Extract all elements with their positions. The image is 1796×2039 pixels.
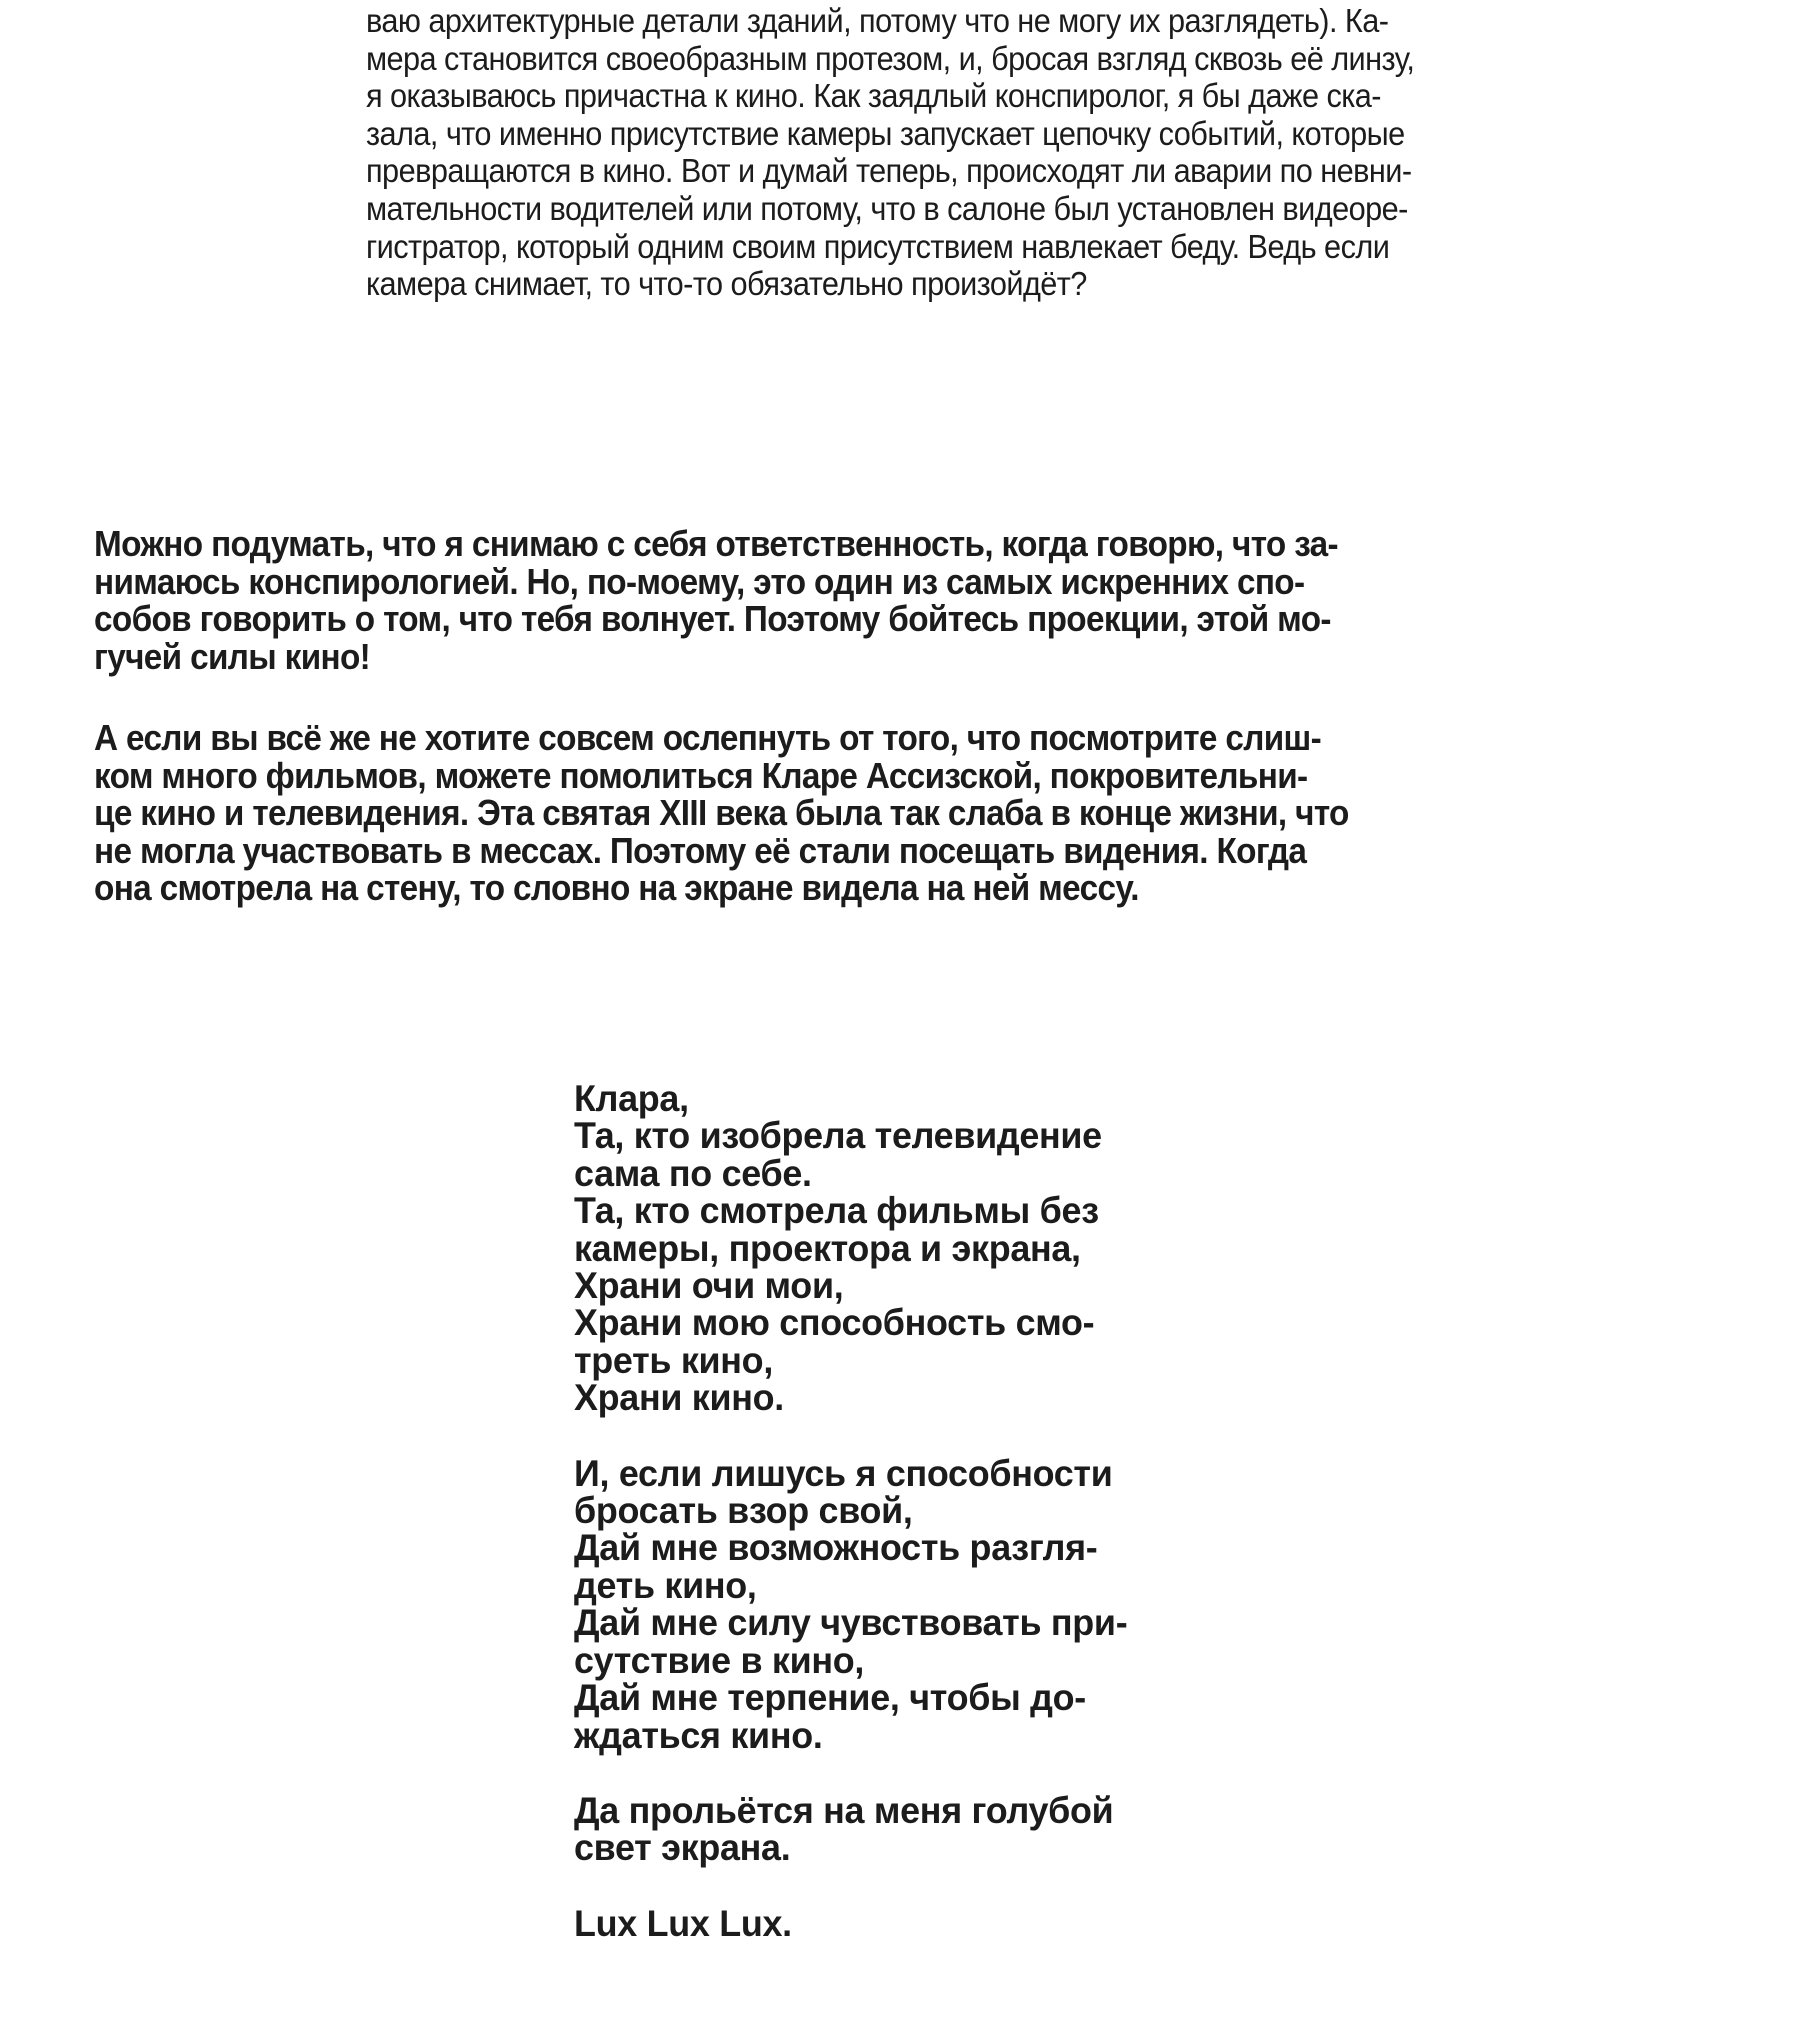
prayer-stanza — [574, 1789, 1214, 1869]
prayer-stanza — [574, 1452, 1214, 1756]
prayer-line: Да прольётся на меня голубой — [574, 1789, 1114, 1831]
text-line: нимаюсь конспирологией. Но, по-моему, это один из самых искренних спо- — [94, 560, 1305, 602]
prayer-line: Дай мне возможность разгля- — [574, 1527, 1098, 1569]
prayer-line: Храни очи мои, — [574, 1265, 844, 1307]
prayer-line: треть кино, — [574, 1339, 774, 1381]
text-line: мера становится своеобразным протезом, и, бросая взгляд сквозь её линзу, — [366, 39, 1415, 77]
prayer-line: сутствие в кино, — [574, 1639, 865, 1681]
prayer-line: деть кино, — [574, 1564, 757, 1606]
text-line: превращаются в кино. Вот и думай теперь, происходят ли аварии по невни- — [366, 152, 1412, 190]
prayer-line: сама по себе. — [574, 1152, 812, 1194]
prayer-line: Та, кто смотрела фильмы без — [574, 1190, 1099, 1232]
text-line: я оказываюсь причастна к кино. Как заядлый конспиролог, я бы даже ска- — [366, 77, 1381, 115]
paragraph-saint-clare — [94, 719, 1694, 907]
text-line: Можно подумать, что я снимаю с себя ответственность, когда говорю, что за- — [94, 523, 1338, 564]
prayer-line: Та, кто изобрела телевидение — [574, 1115, 1102, 1157]
prayer-line: Дай мне терпение, чтобы до- — [574, 1677, 1086, 1719]
text-line: ком много фильмов, можете помолиться Кларе Ассизской, покровительни- — [94, 754, 1308, 796]
prayer-line: И, если лишусь я способности — [574, 1452, 1113, 1494]
text-line: А если вы всё же не хотите совсем ослепнуть от того, что посмотрите слиш- — [94, 717, 1322, 758]
text-line: камера снимает, то что-то обязательно произойдёт? — [366, 265, 1087, 303]
prayer-line: камеры, проектора и экрана, — [574, 1227, 1081, 1269]
paragraph-camera-conspiracy — [366, 2, 1686, 303]
text-line: гучей силы кино! — [94, 635, 371, 677]
text-line: гистратор, который одним своим присутствием навлекает беду. Ведь если — [366, 227, 1390, 265]
prayer-stanza — [574, 1080, 1214, 1417]
prayer-line: Lux Lux Lux. — [574, 1902, 792, 1944]
prayer-line: Дай мне силу чувствовать при- — [574, 1602, 1128, 1644]
text-line: не могла участвовать в мессах. Поэтому её стали посещать видения. Когда — [94, 829, 1307, 871]
paragraph-conspiracy-projection — [94, 525, 1694, 675]
prayer-line: Храни кино. — [574, 1377, 784, 1419]
prayer-line: свет экрана. — [574, 1827, 791, 1869]
prayer-line: Храни мою способность смо- — [574, 1302, 1095, 1344]
prayer-line: Клара, — [574, 1078, 689, 1119]
text-line: це кино и телевидения. Эта святая XIII века была так слаба в конце жизни, что — [94, 792, 1349, 834]
prayer-line: бросать взор свой, — [574, 1490, 913, 1532]
text-line: зала, что именно присутствие камеры запускает цепочку событий, которые — [366, 114, 1405, 152]
prayer-stanza-closing — [574, 1902, 1214, 1944]
text-line: мательности водителей или потому, что в салоне был установлен видеоре- — [366, 189, 1408, 227]
text-line: собов говорить о том, что тебя волнует. Поэтому бойтесь проекции, этой мо- — [94, 598, 1331, 640]
text-line: она смотрела на стену, то словно на экране видела на ней мессу. — [94, 867, 1139, 909]
prayer-to-clare — [574, 1080, 1214, 1980]
text-line: ваю архитектурные детали зданий, потому что не могу их разглядеть). Ка- — [366, 2, 1389, 39]
prayer-line: ждаться кино. — [574, 1714, 823, 1756]
